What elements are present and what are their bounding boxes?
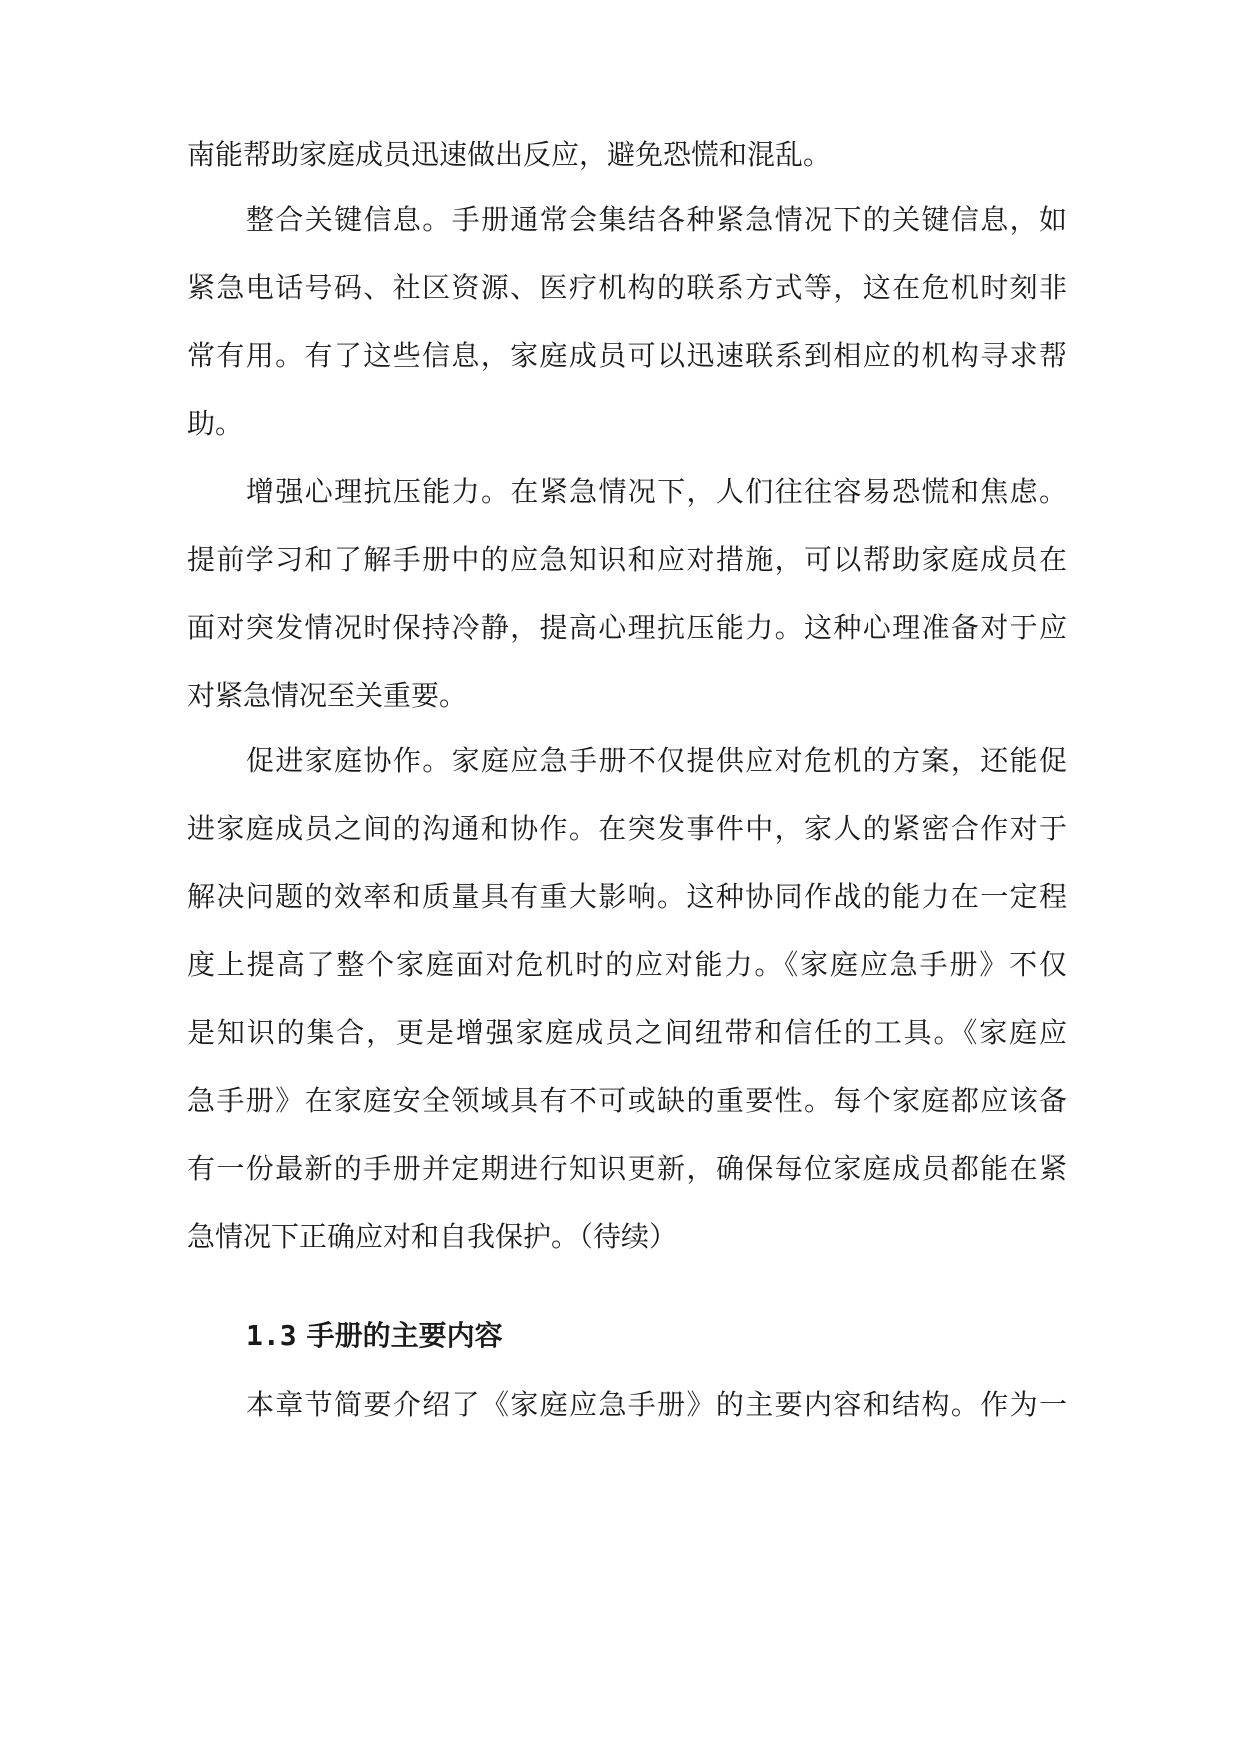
paragraph-line: 提前学习和了解手册中的应急知识和应对措施，可以帮助家庭成员在	[187, 543, 1067, 576]
section-title: 手册的主要内容	[306, 1319, 503, 1352]
section-number: 1.3	[246, 1319, 297, 1352]
paragraph-line: 常有用。有了这些信息，家庭成员可以迅速联系到相应的机构寻求帮	[187, 339, 1067, 372]
paragraph-line: 急情况下正确应对和自我保护。（待续）	[187, 1220, 678, 1253]
paragraph-line: 整合关键信息。手册通常会集结各种紧急情况下的关键信息，如	[246, 203, 1067, 236]
paragraph-line: 度上提高了整个家庭面对危机时的应对能力。《家庭应急手册》不仅	[187, 948, 1067, 981]
paragraph-line: 是知识的集合，更是增强家庭成员之间纽带和信任的工具。《家庭应	[187, 1016, 1067, 1049]
paragraph-line: 增强心理抗压能力。在紧急情况下，人们往往容易恐慌和焦虑。	[246, 475, 1067, 508]
section-heading	[246, 1318, 503, 1354]
paragraph-line: 急手册》在家庭安全领域具有不可或缺的重要性。每个家庭都应该备	[187, 1084, 1067, 1117]
paragraph-line: 对紧急情况至关重要。	[187, 679, 468, 712]
paragraph-line: 有一份最新的手册并定期进行知识更新，确保每位家庭成员都能在紧	[187, 1152, 1067, 1185]
paragraph-line: 南能帮助家庭成员迅速做出反应，避免恐慌和混乱。	[187, 138, 832, 171]
paragraph-line: 面对突发情况时保持冷静，提高心理抗压能力。这种心理准备对于应	[187, 611, 1067, 644]
paragraph-line: 本章节简要介绍了《家庭应急手册》的主要内容和结构。作为一	[246, 1388, 1067, 1421]
paragraph-line: 解决问题的效率和质量具有重大影响。这种协同作战的能力在一定程	[187, 880, 1067, 913]
paragraph-line: 促进家庭协作。家庭应急手册不仅提供应对危机的方案，还能促	[246, 744, 1067, 777]
paragraph-line: 助。	[187, 407, 244, 440]
paragraph-line: 紧急电话号码、社区资源、医疗机构的联系方式等，这在危机时刻非	[187, 271, 1067, 304]
paragraph-line: 进家庭成员之间的沟通和协作。在突发事件中，家人的紧密合作对于	[187, 812, 1067, 845]
